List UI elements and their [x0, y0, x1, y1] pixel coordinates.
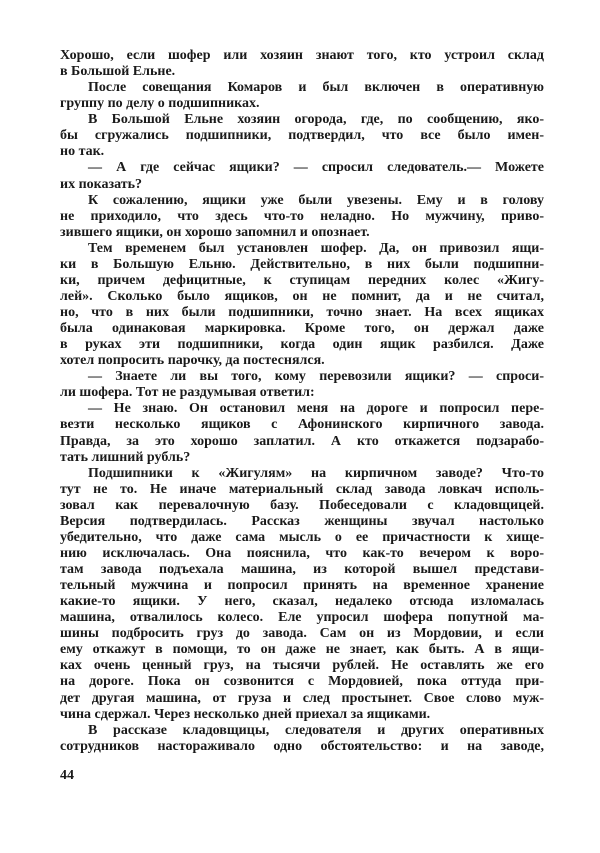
text-line: бы сгружались подшипники, подтвердил, что все было имен- — [60, 128, 544, 144]
text-line: После совещания Комаров и был включен в оперативную — [88, 80, 544, 96]
text-line: была одинаковая маркировка. Кроме того, он держал даже — [60, 321, 544, 337]
text-line: Правда, за это хорошо заплатил. А кто откажется подзарабо- — [60, 433, 544, 449]
text-line: но так. — [60, 144, 105, 160]
text-line: ках очень ценный груз, на тысячи рублей. Не оставлять же его — [60, 658, 544, 674]
text-line: в руках эти подшипники, когда один ящик разбился. Даже — [60, 337, 544, 353]
text-line: не приходило, что здесь что-то неладно. Но мужчину, приво- — [60, 208, 544, 224]
text-line: машина, отвалилось колесо. Еле упросил шофера попутной ма- — [60, 610, 544, 626]
text-line: зившего ящики, он хорошо запомнил и опознает. — [60, 224, 370, 240]
text-line: — А где сейчас ящики? — спросил следователь.— Можете — [88, 160, 544, 176]
text-line: шины подбросить груз до завода. Сам он из Мордовии, и если — [60, 626, 544, 642]
text-line: ему откажут в помощи, то он даже не знает, как быть. А в ящи- — [60, 642, 544, 658]
text-line: но, что в них были подшипники, точно знает. На всех ящиках — [60, 305, 544, 320]
book-page-text — [60, 48, 544, 755]
text-line: ки, причем дефицитные, к ступицам передних колес «Жигу- — [60, 272, 544, 288]
text-line: В рассказе кладовщицы, следователя и других оперативных — [88, 722, 544, 738]
page-number: 44 — [60, 768, 74, 783]
text-line: Тем временем был установлен шофер. Да, он привозил ящи- — [88, 240, 544, 256]
text-line: лей». Сколько было ящиков, он не помнит, да и не считал, — [60, 288, 544, 304]
text-line: на дороге. Пока он созвонится с Мордовией, пока оттуда при- — [60, 674, 544, 690]
text-line: убедительно, что даже сама мысль о ее причастности к хище- — [60, 529, 544, 545]
text-line: тут не то. Не иначе материальный склад завода ловкач исполь- — [60, 481, 544, 497]
text-line: ки в Большую Ельню. Действительно, в них были подшипни- — [60, 256, 544, 272]
text-line: там завода подъехала машина, из которой вышел представи- — [60, 562, 544, 577]
text-line: ли шофера. Тот не раздумывая ответил: — [60, 385, 315, 401]
text-line: тельный мужчина и попросил принять на временное хранение — [60, 578, 544, 594]
text-line: зовал как перевалочную базу. Побеседовали с кладовщицей. — [60, 497, 544, 513]
text-line: в Большой Ельне. — [60, 64, 176, 80]
text-line: В Большой Ельне хозяин огорода, где, по сообщению, яко- — [88, 112, 544, 128]
text-line: нию исключалась. Она пояснила, что как-то вечером к воро- — [60, 545, 544, 561]
text-line: хотел попросить парочку, да постеснялся. — [60, 353, 325, 369]
text-line: чина сдержал. Через несколько дней приехал за ящиками. — [60, 706, 431, 722]
text-line: Версия подтвердилась. Рассказ женщины звучал настолько — [60, 513, 544, 529]
text-line: их показать? — [60, 176, 143, 192]
text-line: Хорошо, если шофер или хозяин знают того, кто устроил склад — [60, 48, 544, 63]
text-line: — Знаете ли вы того, кому перевозили ящики? — спроси- — [88, 369, 544, 385]
text-line: какие-то ящики. У него, сказал, недалеко отсюда изломалась — [60, 594, 544, 610]
text-line: Подшипники к «Жигулям» на кирпичном заводе? Что-то — [88, 465, 544, 481]
text-line: К сожалению, ящики уже были увезены. Ему и в голову — [88, 192, 544, 208]
text-line: дет другая машина, от груза и след простынет. Свое слово муж- — [60, 690, 544, 706]
text-line: — Не знаю. Он остановил меня на дороге и попросил пере- — [88, 401, 544, 417]
text-line: везти несколько ящиков с Афонинского кирпичного завода. — [60, 417, 544, 433]
text-line: сотрудников настораживало одно обстоятельство: и на заводе, — [60, 738, 544, 754]
text-line: группу по делу о подшипниках. — [60, 96, 260, 112]
text-line: тать лишний рубль? — [60, 449, 191, 465]
